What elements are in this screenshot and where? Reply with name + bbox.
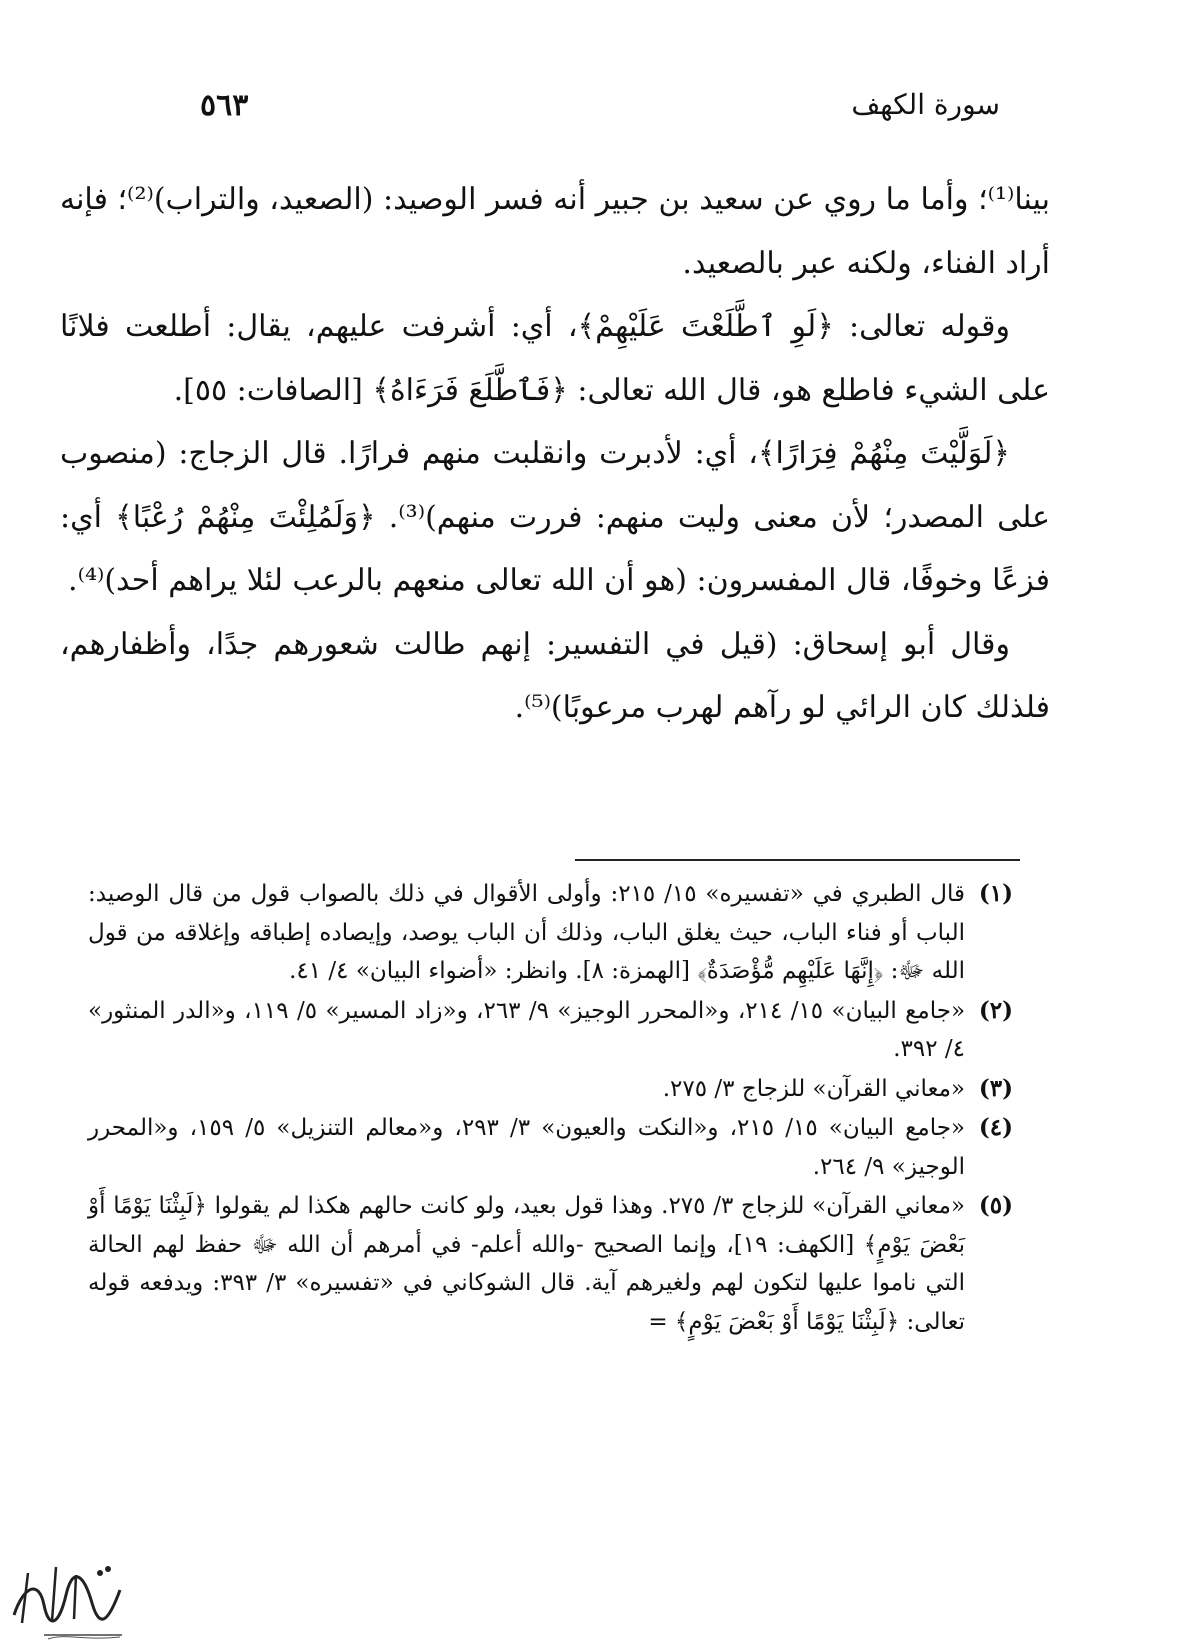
footnote-text: «جامع البيان» ١٥/ ٢١٥، و«النكت والعيون» ٣/ ٢٩٣، و«معالم التنزيل» ٥/ ١٥٩، و«المحرر الوجيز» ٩/ ٢٦٤.	[88, 1115, 966, 1180]
footnote-1	[88, 875, 1013, 991]
footnote-separator	[575, 859, 1020, 861]
paragraph-3: ﴿لَوَلَّيْتَ مِنْهُمْ فِرَارًا﴾، أي: لأدبرت وانقلبت منهم فرارًا. قال الزجاج: (منصوب على المصدر؛ لأن معنى وليت منهم: فررت منهم)⁽³⁾. ﴿وَلَمُلِئْتَ مِنْهُمْ رُعْبًا﴾ أي: فزعًا وخوفًا، قال المفسرون: (هو أن الله تعالى منعهم بالرعب لئلا يراهم أحد)⁽⁴⁾.	[60, 436, 1050, 598]
footnote-text: «جامع البيان» ١٥/ ٢١٤، و«المحرر الوجيز» ٩/ ٢٦٣، و«زاد المسير» ٥/ ١١٩، و«الدر المنثور» ٤/ ٣٩٢.	[88, 997, 966, 1062]
paragraph-1: بينا⁽¹⁾؛ وأما ما روي عن سعيد بن جبير أنه فسر الوصيد: (الصعيد، والتراب)⁽²⁾؛ فإنه أراد الفناء، ولكنه عبر بالصعيد.	[60, 182, 1050, 281]
footnote-text: «معاني القرآن» للزجاج ٣/ ٢٧٥.	[662, 1075, 965, 1102]
surah-title: سورة الكهف	[851, 88, 1000, 121]
footnote-text: قال الطبري في «تفسيره» ١٥/ ٢١٥: وأولى الأقوال في ذلك بالصواب قول من قال الوصيد: الباب أو فناء الباب، حيث يغلق الباب، وذلك أن الباب يوصد، وإيصاده إطباقه وإغلاقه من قول الله ﷻ: ﴿إِنَّهَا عَلَيْهِم مُّؤْصَدَةٌ﴾ [الهمزة: ٨]. وانظر: «أضواء البيان» ٤/ ٤١.	[88, 881, 966, 984]
main-text	[60, 168, 1050, 740]
footnote-number: (١)	[978, 880, 1013, 907]
page-header	[200, 88, 1000, 128]
footnote-number: (٣)	[978, 1074, 1013, 1102]
footnotes	[88, 875, 1013, 1342]
paragraph-2: وقوله تعالى: ﴿لَوِ ٱطَّلَعْتَ عَلَيْهِمْ﴾، أي: أشرفت عليهم، يقال: أطلعت فلانًا على الشيء فاطلع هو، قال الله تعالى: ﴿فَٱطَّلَعَ فَرَءَاهُ﴾ [الصافات: ٥٥].	[60, 309, 1050, 408]
footnote-2	[88, 992, 1013, 1069]
paragraph-4: وقال أبو إسحاق: (قيل في التفسير: إنهم طالت شعورهم جدًا، وأظفارهم، فلذلك كان الرائي لو رآهم لهرب مرعوبًا)⁽⁵⁾.	[60, 626, 1050, 725]
page-number: ٥٦٣	[200, 88, 249, 123]
footnote-number: (٤)	[978, 1114, 1013, 1141]
footnote-3	[88, 1070, 1013, 1109]
footnote-number: (٢)	[978, 996, 1013, 1024]
footnote-4	[88, 1109, 1013, 1186]
footnote-5	[88, 1187, 1013, 1341]
footnote-number: (٥)	[978, 1192, 1013, 1219]
publisher-stamp-logo	[4, 1545, 130, 1645]
footnote-text: «معاني القرآن» للزجاج ٣/ ٢٧٥. وهذا قول بعيد، ولو كانت حالهم هكذا لم يقولوا ﴿لَبِثْنَا يَوْمًا أَوْ بَعْضَ يَوْمٍ﴾ [الكهف: ١٩]، وإنما الصحيح -والله أعلم- في أمرهم أن الله ﷻ حفظ لهم الحالة التي ناموا عليها لتكون لهم ولغيرهم آية. قال الشوكاني في «تفسيره» ٣/ ٣٩٣: ويدفعه قوله تعالى: ﴿لَبِثْنَا يَوْمًا أَوْ بَعْضَ يَوْمٍ﴾ =	[88, 1193, 966, 1335]
